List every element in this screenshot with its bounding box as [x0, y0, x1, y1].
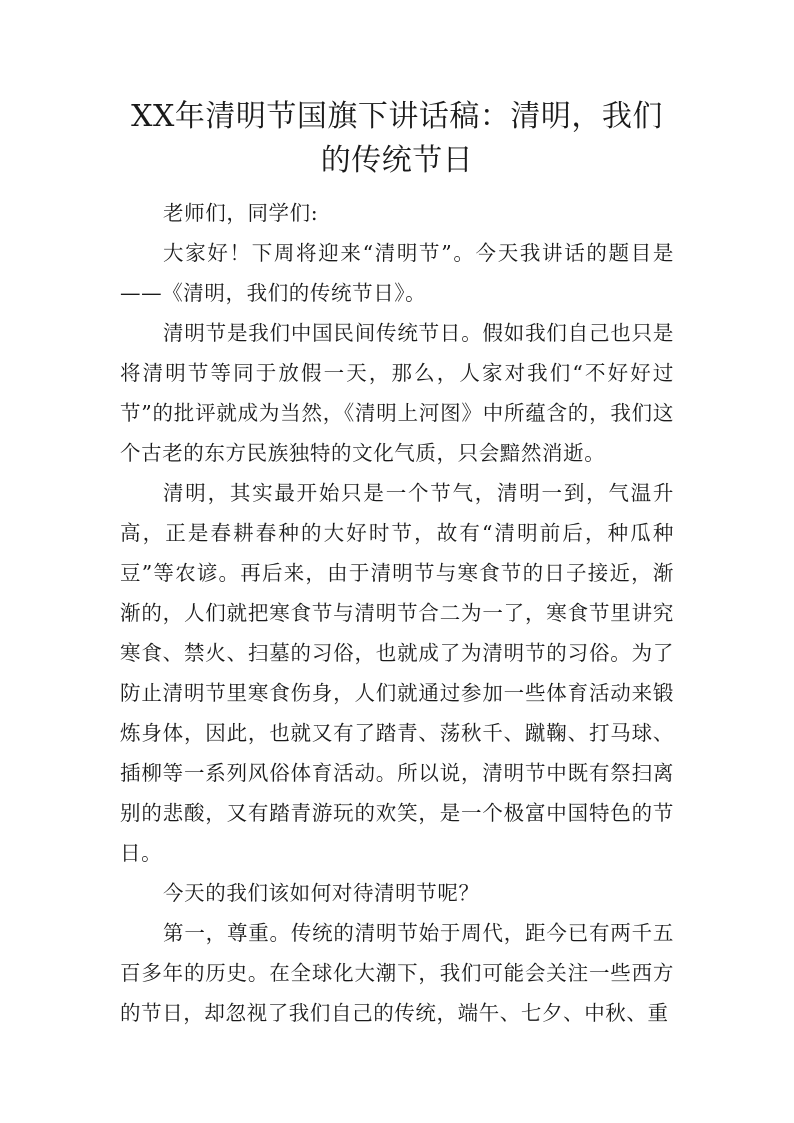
body-paragraph: 清明，其实最开始只是一个节气，清明一到，气温升高，正是春耕春种的大好时节，故有“清明前后，种瓜种豆”等农谚。再后来，由于清明节与寒食节的日子接近，渐渐的，人们就把寒食节与清明节合二为一了，寒食节里讲究寒食、禁火、扫墓的习俗，也就成了为清明节的习俗。为了防止清明节里寒食伤身，人们就通过参加一些体育活动来锻炼身体，因此，也就又有了踏青、荡秋千、蹴鞠、打马球、插柳等一系列风俗体育活动。所以说，清明节中既有祭扫离别的悲酸，又有踏青游玩的欢笑，是一个极富中国特色的节日。 [120, 481, 674, 865]
document-page [120, 95, 674, 1033]
body-paragraph: 第一，尊重。传统的清明节始于周代，距今已有两千五百多年的历史。在全球化大潮下，我们可能会关注一些西方的节日，却忽视了我们自己的传统，端午、七夕、中秋、重 [120, 921, 674, 1025]
body-paragraph: 清明节是我们中国民间传统节日。假如我们自己也只是将清明节等同于放假一天，那么，人家对我们“不好好过节”的批评就成为当然，《清明上河图》中所蕴含的，我们这个古老的东方民族独特的文化气质，只会黯然消逝。 [120, 321, 674, 465]
greeting-paragraph: 大家好！下周将迎来“清明节”。今天我讲话的题目是——《清明，我们的传统节日》。 [120, 241, 674, 305]
document-title: XX年清明节国旗下讲话稿：清明，我们的传统节日 [131, 99, 663, 178]
salutation-paragraph: 老师们，同学们: [163, 201, 319, 225]
question-paragraph: 今天的我们该如何对待清明节呢？ [163, 881, 480, 905]
